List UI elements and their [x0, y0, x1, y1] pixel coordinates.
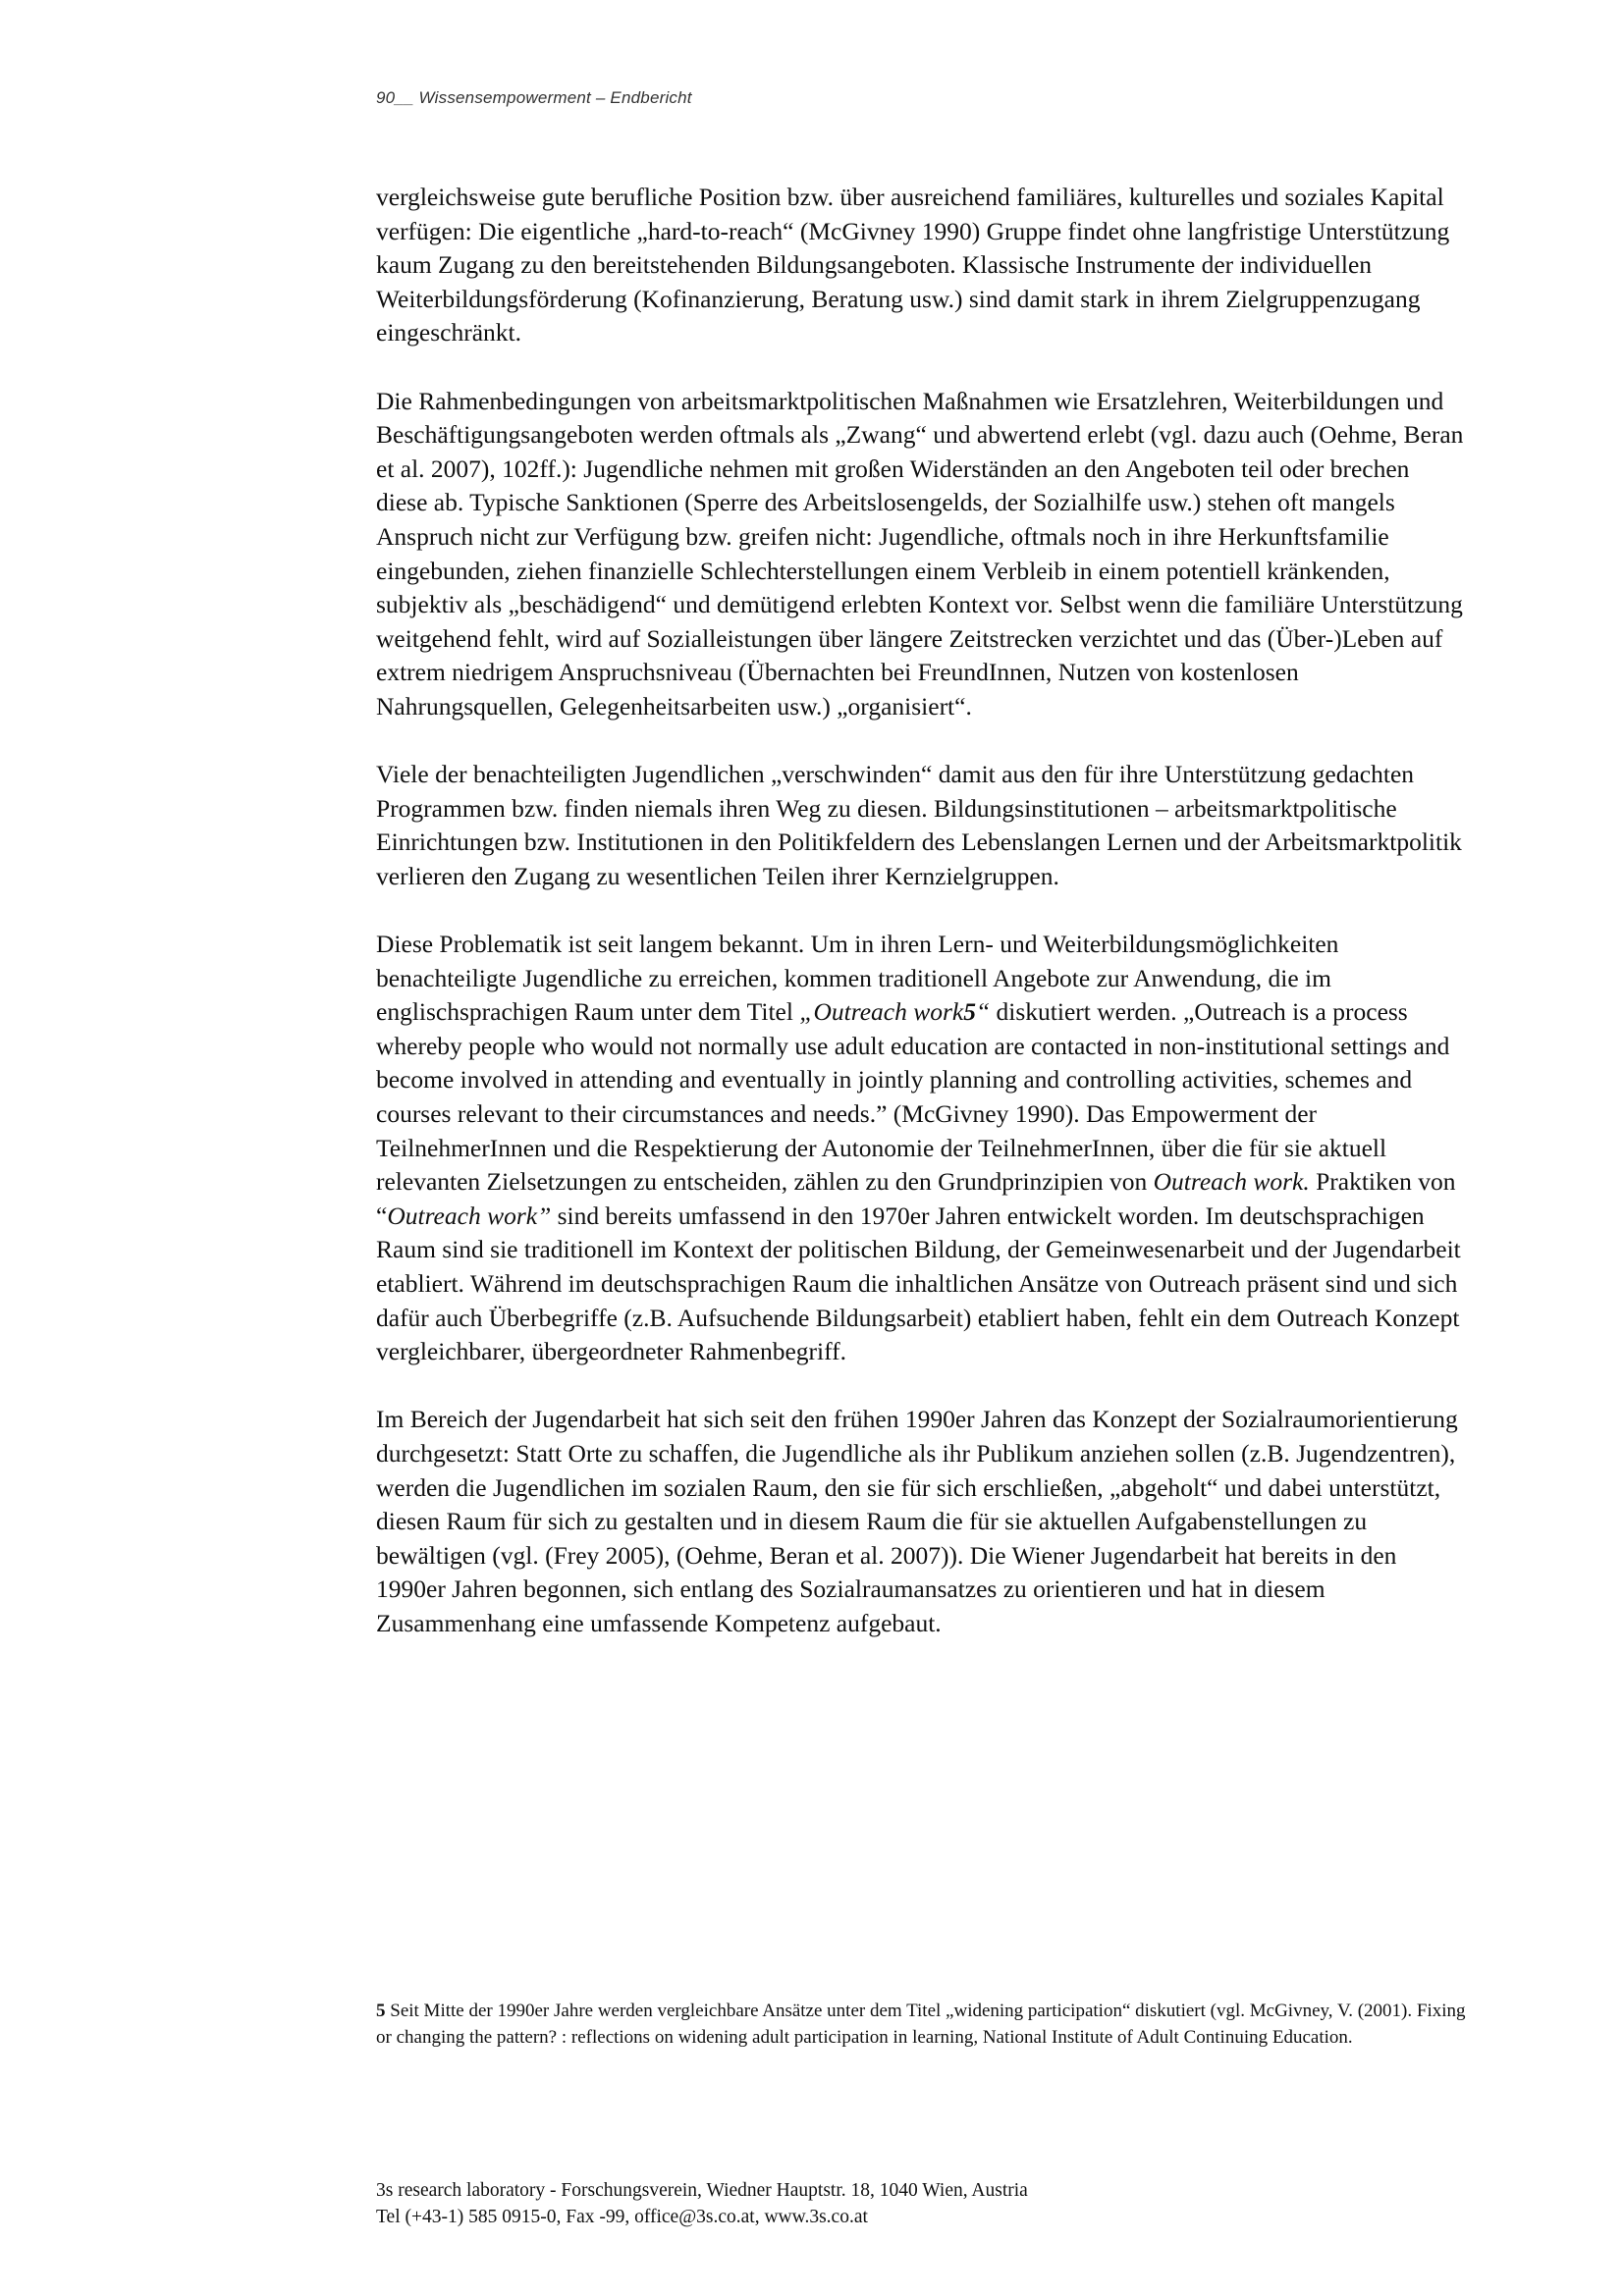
- footer-contact: Tel (+43-1) 585 0915-0, Fax -99, office@3s.co.at, www.3s.co.at: [376, 2206, 868, 2227]
- outreach-work-italic-1: Outreach work.: [1153, 1167, 1310, 1197]
- outreach-work-italic-2: Outreach work”: [387, 1201, 552, 1230]
- paragraph-5: Im Bereich der Jugendarbeit hat sich seit den frühen 1990er Jahren das Konzept der Sozialraumorientierung durchgesetzt: Statt Orte zu schaffen, die Jugendliche als ihr Publikum anziehen sollen (z.B. Jugendzentren), werden die Jugendlichen im sozialen Raum, den sie für sich erschließen, „abgeholt“ und dabei unterstützt, diesen Raum für sich zu gestalten und in diesem Raum die für sie aktuellen Aufgabenstellungen zu bewältigen (vgl. (Frey 2005), (Oehme, Beran et al. 2007)). Die Wiener Jugendarbeit hat bereits in den 1990er Jahren begonnen, sich entlang des Sozialraumansatzes zu orientieren und hat in diesem Zusammenhang eine umfassende Kompetenz aufgebaut.: [376, 1405, 1458, 1637]
- outreach-term-text: „Outreach work: [799, 997, 964, 1027]
- footer-address: 3s research laboratory - Forschungsverein, Wiedner Hauptstr. 18, 1040 Wien, Austria: [376, 2180, 1028, 2201]
- paragraph-4-text-b: diskutiert werden. „Outreach is a process whereby people who would not normally use adult education are contacted in non-institutional settings and become involved in attending and eventually in jointly planning and controlling activities, schemes and courses relevant to their circumstances and needs.” (McGivney 1990). Das Empowerment der TeilnehmerInnen und die Respektierung der Autonomie der TeilnehmerInnen, über die für sie aktuell relevanten Zielsetzungen zu entscheiden, zählen zu den Grundprinzipien von: [376, 997, 1450, 1197]
- outreach-term-italic: [799, 997, 990, 1026]
- outreach-term-close-quote: “: [975, 997, 991, 1027]
- footnote-text: Seit Mitte der 1990er Jahre werden vergleichbare Ansätze unter dem Titel „widening participation“ diskutiert (vgl. McGivney, V. (2001). Fixing or changing the pattern? : reflections on widening adult participation in learning, National Institute of Adult Continuing Education.: [376, 2001, 1466, 2048]
- paragraph-4-text-a: Diese Problematik ist seit langem bekannt. Um in ihren Lern- und Weiterbildungsmöglichkeiten benachteiligte Jugendliche zu erreichen, kommen traditionell Angebote zur Anwendung, die im englischsprachigen Raum unter dem Titel: [376, 930, 1339, 1027]
- main-text: [376, 181, 1466, 1675]
- paragraph-2: Die Rahmenbedingungen von arbeitsmarktpolitischen Maßnahmen wie Ersatzlehren, Weiterbildungen und Beschäftigungsangeboten werden oftmals als „Zwang“ und abwertend erlebt (vgl. dazu auch (Oehme, Beran et al. 2007), 102ff.): Jugendliche nehmen mit großen Widerständen an den Angeboten teil oder brechen diese ab. Typische Sanktionen (Sperre des Arbeitslosengelds, der Sozialhilfe usw.) stehen oft mangels Anspruch nicht zur Verfügung bzw. greifen nicht: Jugendliche, oftmals noch in ihre Herkunftsfamilie eingebunden, ziehen finanzielle Schlechterstellungen einem Verbleib in einem potentiell kränkenden, subjektiv als „beschädigend“ und demütigend erlebten Kontext vor. Selbst wenn die familiäre Unterstützung weitgehend fehlt, wird auf Sozialleistungen über längere Zeitstrecken verzichtet und das (Über-)Leben auf extrem niedrigem Anspruchsniveau (Übernachten bei FreundInnen, Nutzen von kostenlosen Nahrungsquellen, Gelegenheitsarbeiten usw.) „organisiert“.: [376, 386, 1464, 721]
- paragraph-3: Viele der benachteiligten Jugendlichen „verschwinden“ damit aus den für ihre Unterstützung gedachten Programmen bzw. finden niemals ihren Weg zu diesen. Bildungsinstitutionen – arbeitsmarktpolitische Einrichtungen bzw. Institutionen in den Politikfeldern des Lebenslangen Lernen und der Arbeitsmarktpolitik verlieren den Zugang zu wesentlichen Teilen ihrer Kernzielgruppen.: [376, 760, 1462, 890]
- running-header: 90__ Wissensempowerment – Endbericht: [376, 88, 692, 107]
- paragraph-4-text-c: Praktiken von “: [376, 1167, 1456, 1230]
- footnote-marker: 5: [376, 2001, 386, 2021]
- paragraph-1: vergleichsweise gute berufliche Position bzw. über ausreichend familiäres, kulturelles und soziales Kapital verfügen: Die eigentliche „hard-to-reach“ (McGivney 1990) Gruppe findet ohne langfristige Unterstützung kaum Zugang zu den bereitstehenden Bildungsangeboten. Klassische Instrumente der individuellen Weiterbildungsförderung (Kofinanzierung, Beratung usw.) sind damit stark in ihrem Zielgruppenzugang eingeschränkt.: [376, 183, 1450, 347]
- paragraph-4-text-d: sind bereits umfassend in den 1970er Jahren entwickelt worden. Im deutschsprachigen Raum sind sie traditionell im Kontext der politischen Bildung, der Gemeinwesenarbeit und der Jugendarbeit etabliert. Während im deutschsprachigen Raum die inhaltlichen Ansätze von Outreach präsent sind und sich dafür auch Überbegriffe (z.B. Aufsuchende Bildungsarbeit) etabliert haben, fehlt ein dem Outreach Konzept vergleichbarer, übergeordneter Rahmenbegriff.: [376, 1201, 1461, 1366]
- footnote-reference: 5: [963, 997, 976, 1027]
- footnote: [376, 1999, 1466, 2051]
- page-footer: [376, 2178, 1028, 2230]
- paragraph-4: [376, 928, 1466, 1369]
